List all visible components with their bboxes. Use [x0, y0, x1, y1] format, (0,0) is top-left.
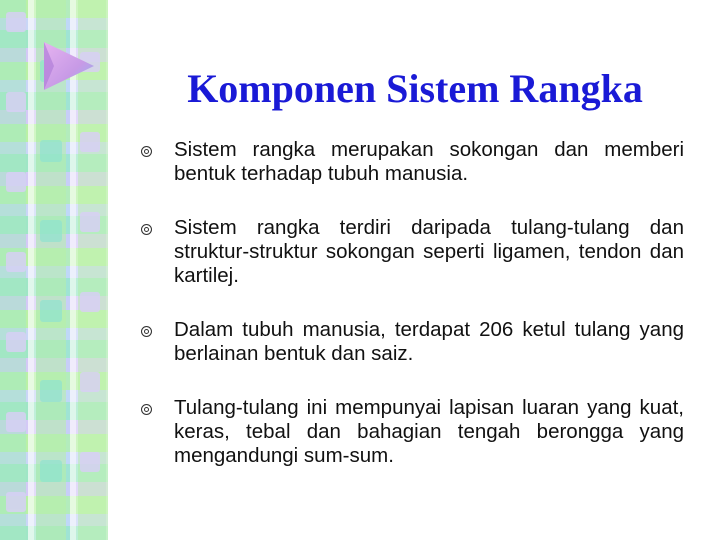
bullet-text: Tulang-tulang ini mempunyai lapisan luaran yang kuat, keras, tebal dan bahagian tengah berongga yang mengandungi sum-sum.	[174, 396, 684, 467]
circle-bullet-icon	[141, 404, 152, 415]
play-arrow-icon	[40, 40, 96, 92]
circle-bullet-icon	[141, 224, 152, 235]
bullet-text: Sistem rangka terdiri daripada tulang-tulang dan struktur-struktur sokongan seperti ligamen, tendon dan kartilej.	[174, 216, 684, 287]
circle-bullet-icon	[141, 146, 152, 157]
slide-title: Komponen Sistem Rangka	[187, 65, 643, 111]
decorative-sidebar	[0, 0, 108, 540]
bullet-list	[138, 138, 684, 498]
circle-bullet-icon	[141, 326, 152, 337]
bullet-item	[138, 318, 684, 366]
bullet-text: Dalam tubuh manusia, terdapat 206 ketul tulang yang berlainan bentuk dan saiz.	[174, 318, 684, 365]
bullet-item	[138, 396, 684, 468]
bullet-item	[138, 138, 684, 186]
bullet-item	[138, 216, 684, 288]
bullet-text: Sistem rangka merupakan sokongan dan memberi bentuk terhadap tubuh manusia.	[174, 138, 684, 185]
